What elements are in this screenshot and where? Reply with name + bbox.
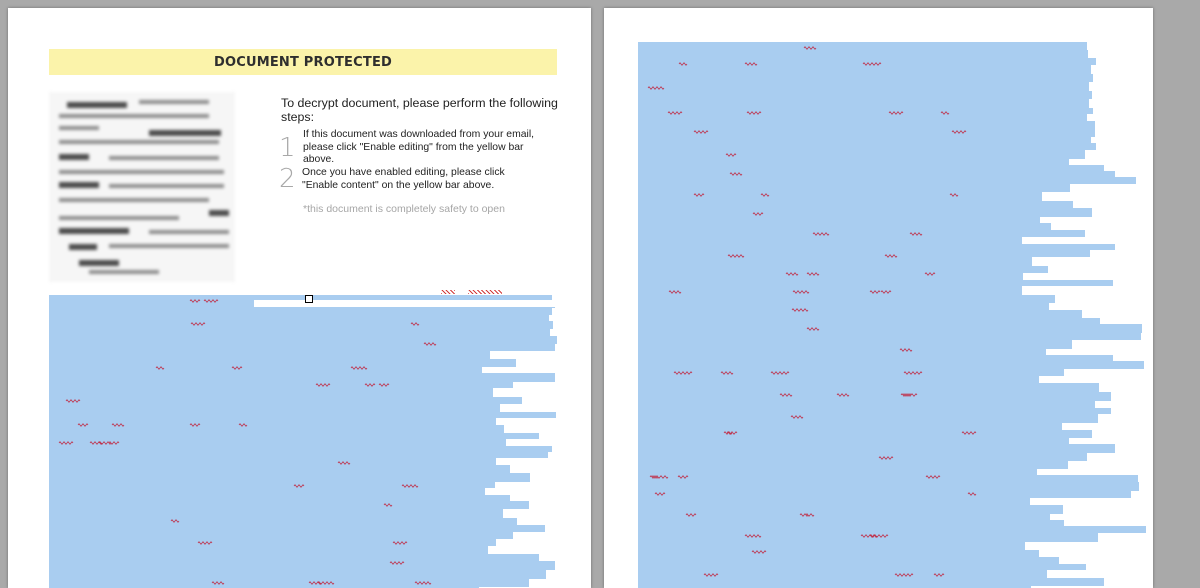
form-field-marker[interactable] [305, 295, 313, 303]
hidden-text-gap [254, 300, 557, 307]
step-1-number: 1 [279, 133, 296, 163]
hidden-text-body [49, 295, 448, 588]
decrypt-instructions-heading: To decrypt document, please perform the following steps: [281, 96, 558, 124]
banner-title: DOCUMENT PROTECTED [213, 54, 393, 70]
step-2-number: 2 [279, 164, 296, 194]
step-2-text: Once you have enabled editing, please click "Enable content" on the yellow bar above. [302, 167, 505, 191]
safety-note: *this document is completely safety to open [303, 203, 505, 215]
hidden-text-block-1 [8, 8, 591, 588]
spelling-error-squiggle [441, 290, 455, 294]
hidden-text-body [638, 42, 989, 588]
step-1-text: If this document was downloaded from your email, please click "Enable editing" from the yellow bar above. [303, 129, 535, 165]
document-page-1 [8, 8, 591, 588]
document-page-2 [604, 8, 1153, 588]
spelling-error-squiggle [468, 290, 502, 294]
hidden-text-block-2 [604, 8, 1153, 588]
